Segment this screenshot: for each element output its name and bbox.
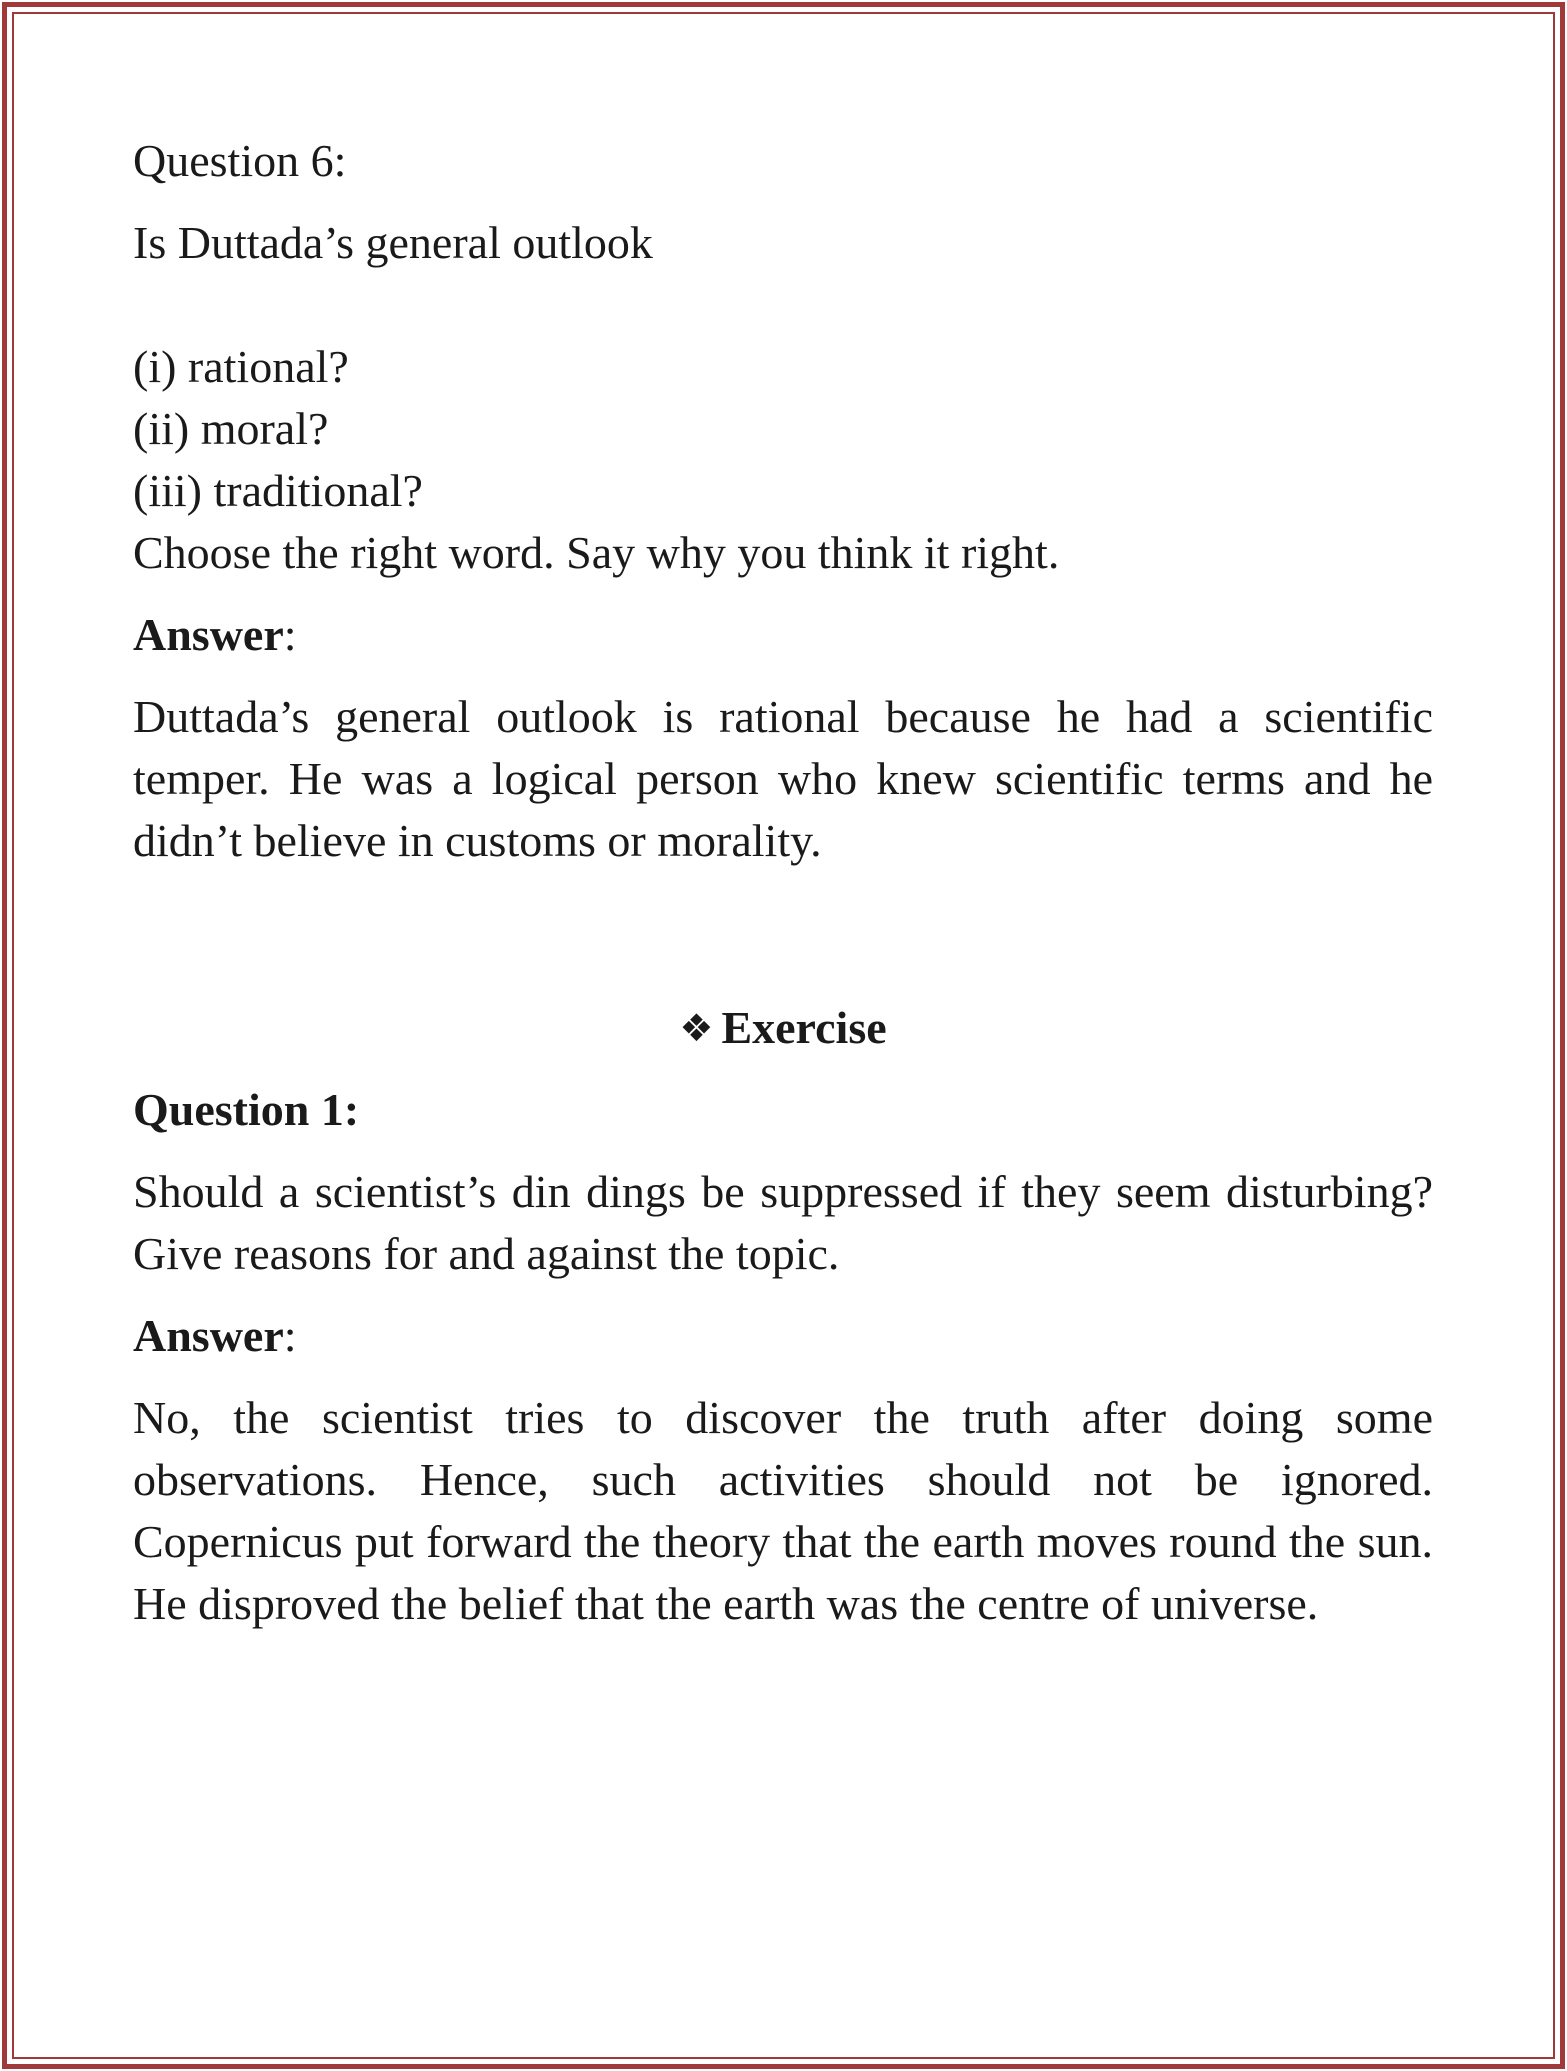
option-item: (i) rational? <box>133 341 349 392</box>
answer-6-text: Duttada’s general outlook is rational because he had a scientific temper. He was a logical person who knew scientific terms and he didn’t believe in customs or morality. <box>133 691 1433 866</box>
answer-1-colon: : <box>283 1310 297 1361</box>
exercise-title: Exercise <box>721 1002 887 1053</box>
answer-1-heading <box>133 1305 1433 1367</box>
page-content <box>133 130 1433 1635</box>
question-6-label: Question 6: <box>133 135 347 186</box>
answer-1-text: No, the scientist tries to discover the truth after doing some observations. Hence, such activities should not be ignored. Copernicus put forward the theory that the earth moves round the sun. He disproved the belief that the earth was the centre of universe. <box>133 1392 1433 1629</box>
answer-1-label: Answer <box>133 1310 284 1361</box>
exercise-heading <box>133 997 1433 1059</box>
question-6-instruction: Choose the right word. Say why you think it right. <box>133 527 1060 578</box>
question-1-label: Question 1: <box>133 1084 360 1135</box>
answer-6-colon: : <box>283 609 297 660</box>
answer-6-label: Answer <box>133 609 284 660</box>
diamond-ornament-icon: ❖ <box>679 1006 714 1050</box>
option-item: (ii) moral? <box>133 403 329 454</box>
question-1-prompt: Should a scientist’s din dings be suppressed if they seem disturbing? Give reasons for and against the topic. <box>133 1166 1433 1279</box>
question-6-prompt: Is Duttada’s general outlook <box>133 217 653 268</box>
option-item: (iii) traditional? <box>133 465 423 516</box>
answer-6-heading <box>133 604 1433 666</box>
question-6-options <box>133 336 1433 584</box>
